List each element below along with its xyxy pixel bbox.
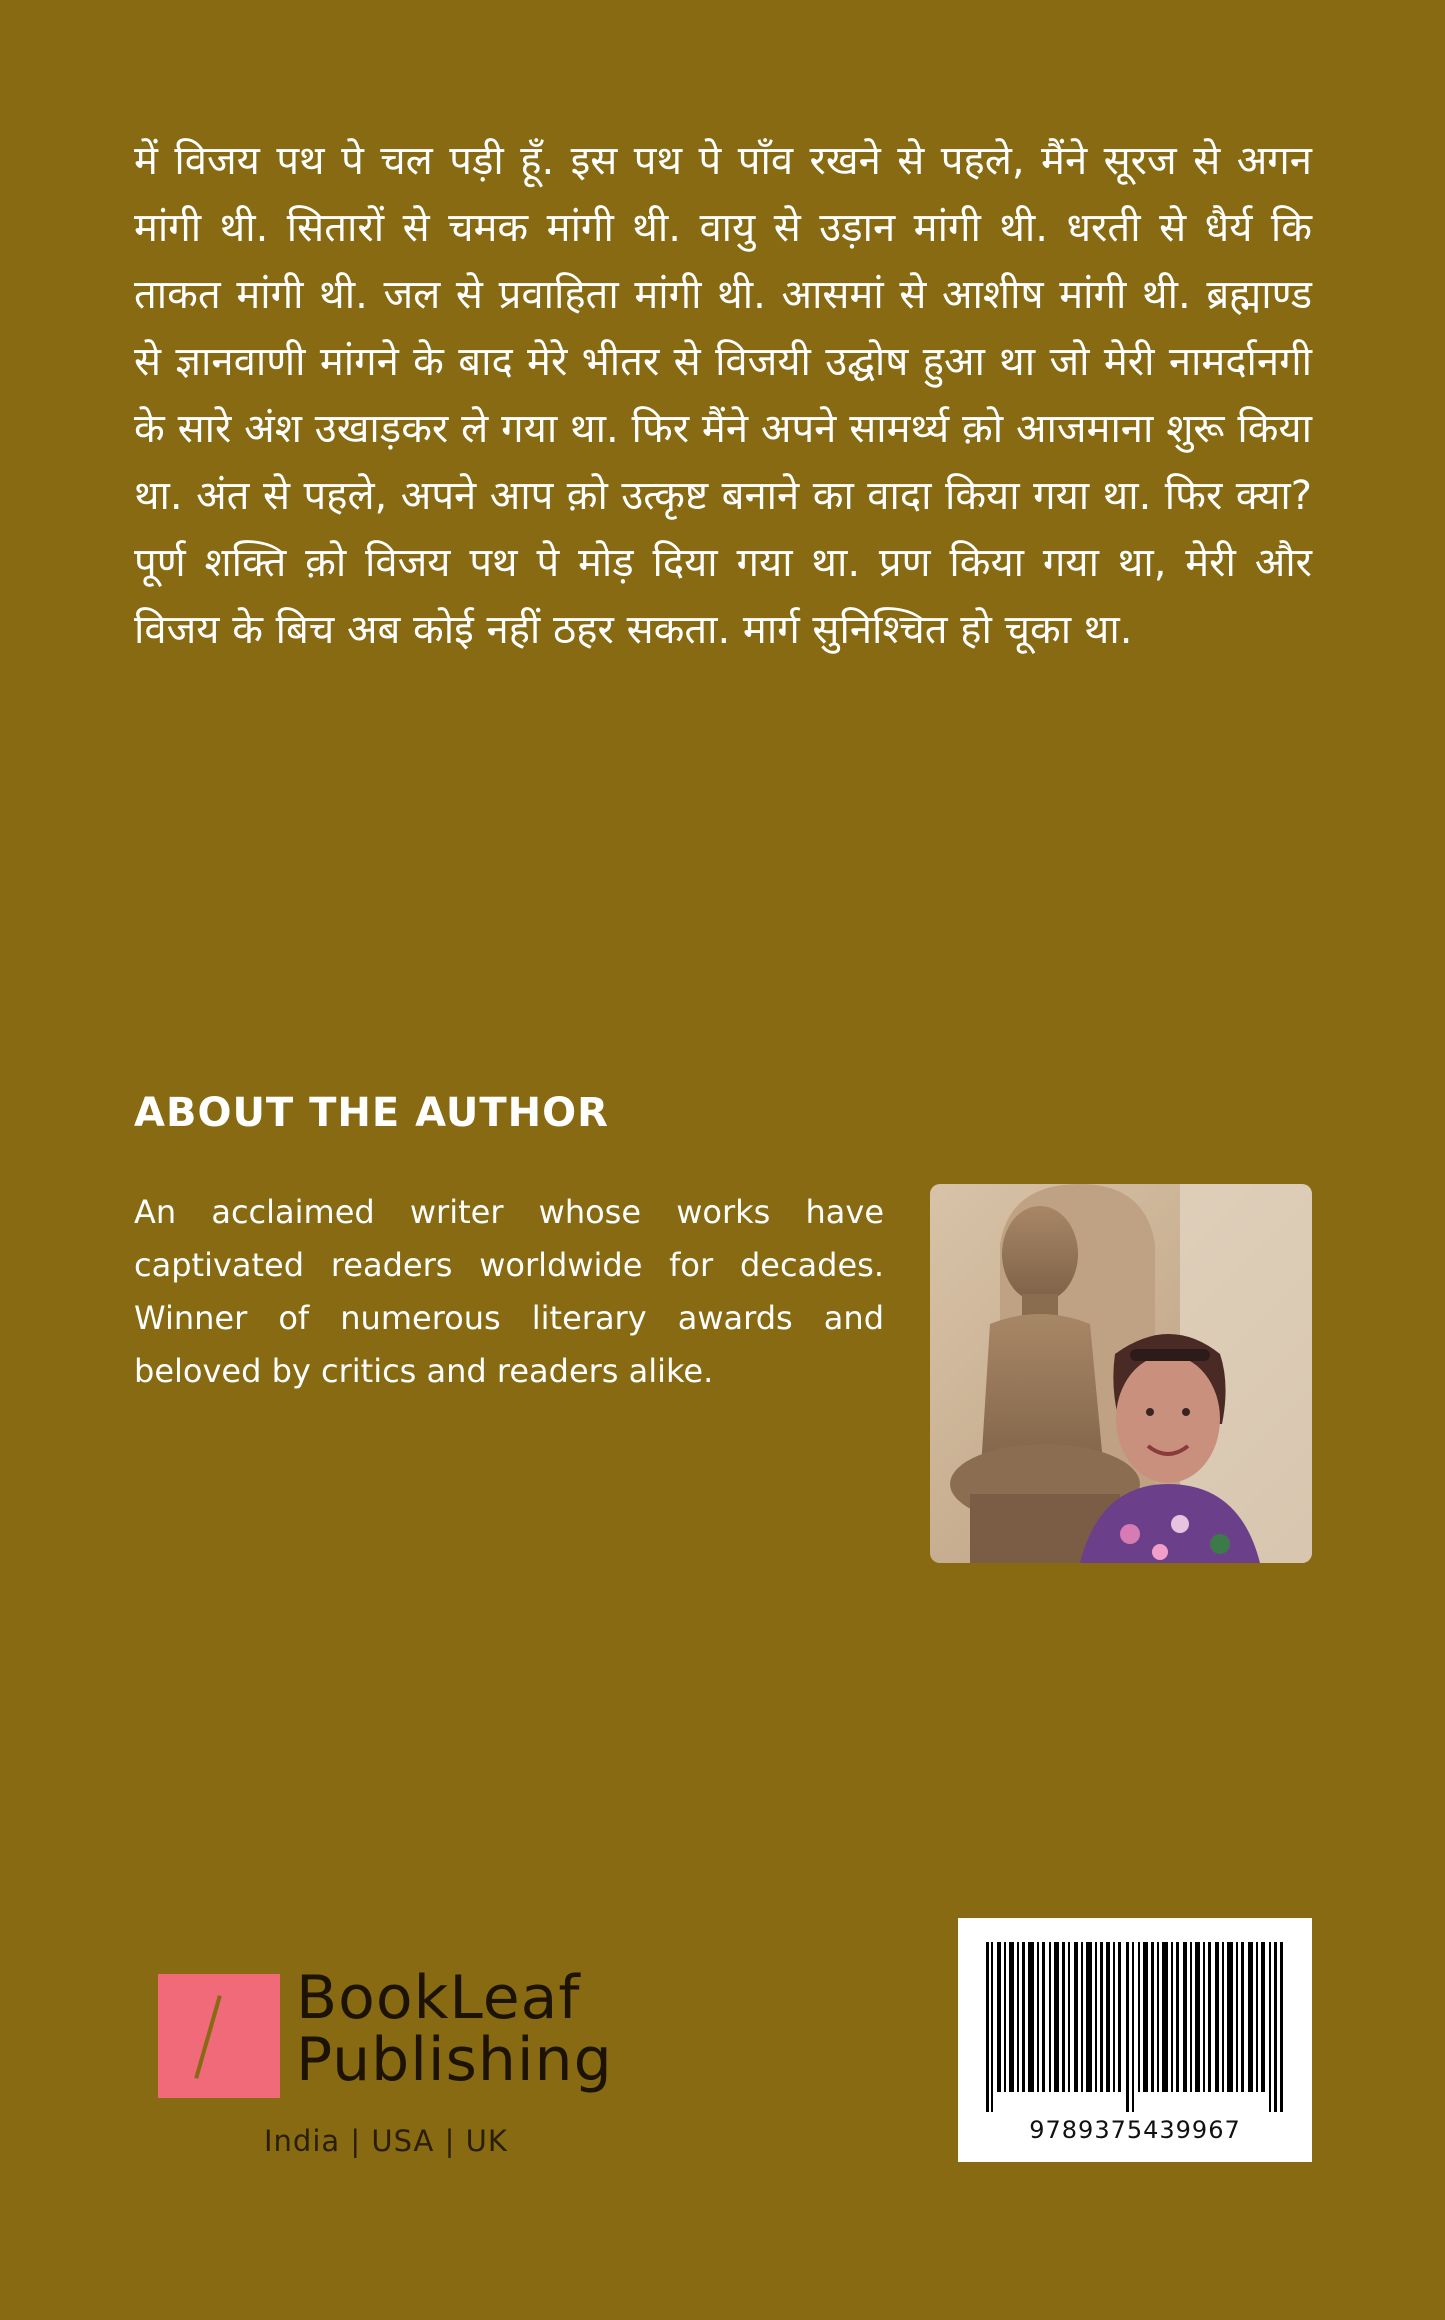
about-author-text: An acclaimed writer whose works have captivated readers worldwide for decades. Winner of numerous literary awards and beloved by critics and readers alike. (134, 1193, 884, 1390)
author-photo (930, 1184, 1312, 1563)
publisher-name-line2: Publishing (296, 2025, 613, 2095)
publisher-regions: India | USA | UK (264, 2124, 508, 2158)
publisher-name-line1: BookLeaf (296, 1963, 581, 2033)
back-cover-blurb: में विजय पथ पे चल पड़ी हूँ. इस पथ पे पाँव रखने से पहले, मैंने सूरज से अगन मांगी थी. सितारों से चमक मांगी थी. वायु से उड़ान मांगी थी. धरती से धैर्य कि ताकत मांगी थी. जल से प्रवाहिता मांगी थी. आसमां से आशीष मांगी थी. ब्रह्माण्ड से ज्ञानवाणी मांगने के बाद मेरे भीतर से विजयी उद्घोष हुआ था जो मेरी नामर्दानगी के सारे अंश उखाड़कर ले गया था. फिर मैंने अपने सामर्थ्य क़ो आजमाना शुरू किया था. अंत से पहले, अपने आप क़ो उत्कृष्ट बनाने का वादा किया गया था. फिर क्या? पूर्ण शक्ति क़ो विजय पथ पे मोड़ दिया गया था. प्रण किया गया था, मेरी और विजय के बिच अब कोई नहीं ठहर सकता. मार्ग सुनिश्चित हो चूका था. (134, 138, 1312, 653)
isbn-barcode (958, 1918, 1312, 2162)
about-author-heading: ABOUT THE AUTHOR (134, 1090, 609, 1136)
barcode-bars (986, 1942, 1284, 2112)
publisher-logo (158, 1963, 618, 2134)
logo-slash-icon (194, 1995, 222, 2079)
logo-square-icon (158, 1974, 280, 2098)
isbn-number: 9789375439967 (1029, 2116, 1241, 2144)
